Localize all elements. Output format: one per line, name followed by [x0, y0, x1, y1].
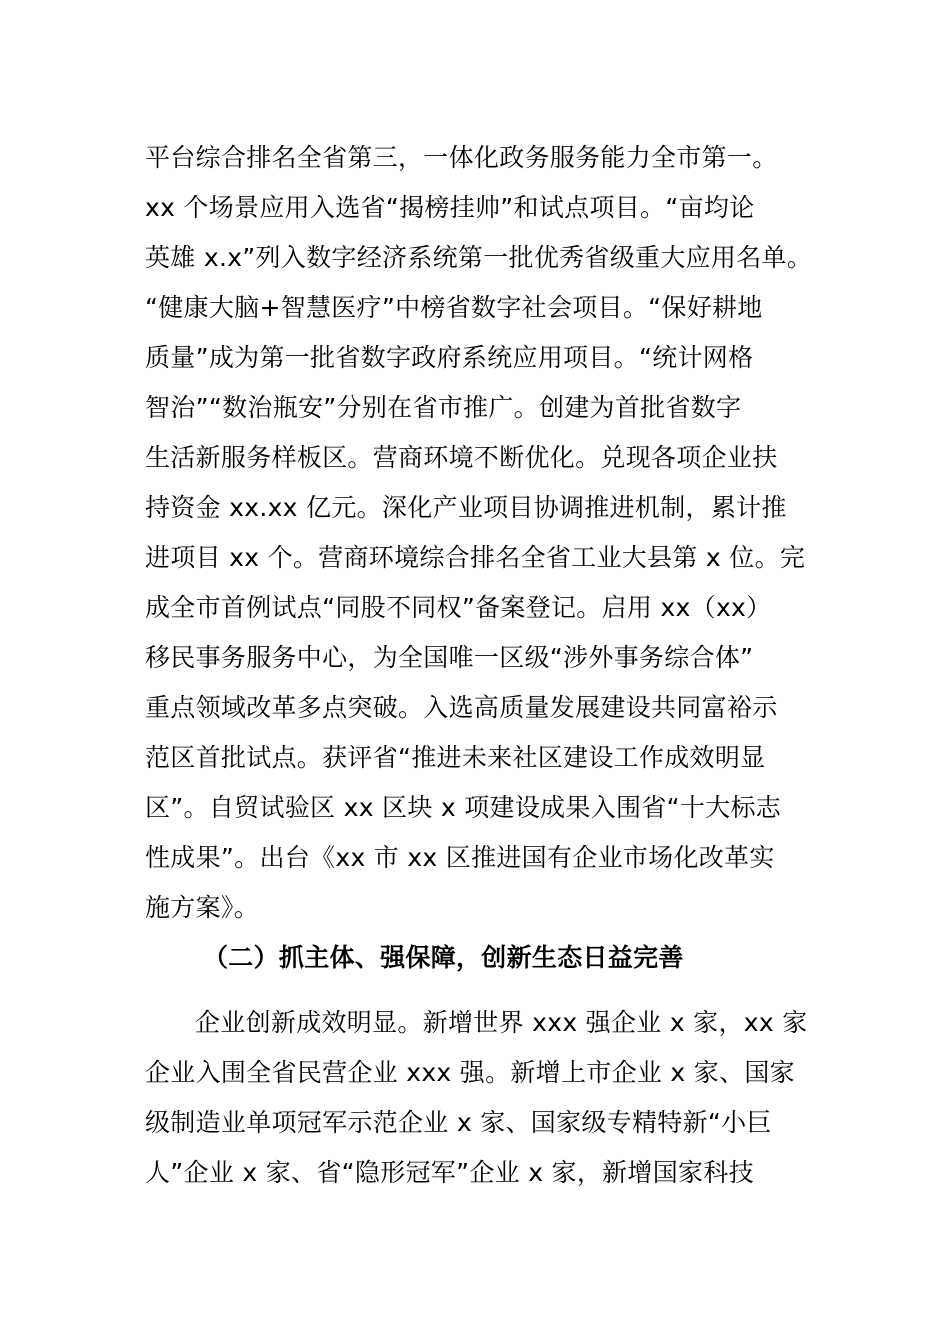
paragraph-line: 英雄 x.x”列入数字经济系统第一批优秀省级重大应用名单。	[145, 243, 813, 272]
paragraph-line: 成全市首例试点“同股不同权”备案登记。启用 xx（xx）	[145, 593, 772, 622]
paragraph-line: xx 个场景应用入选省“揭榜挂帅”和试点项目。“亩均论	[145, 193, 755, 222]
paragraph-line: 生活新服务样板区。营商环境不断优化。兑现各项企业扶	[145, 443, 778, 472]
paragraph-line: 智治”“数治瓶安”分别在省市推广。创建为首批省数字	[145, 393, 742, 422]
paragraph-line: 质量”成为第一批省数字政府系统应用项目。“统计网格	[145, 343, 754, 372]
paragraph-line: 性成果”。出台《xx 市 xx 区推进国有企业市场化改革实	[145, 843, 775, 872]
section-heading: （二）抓主体、强保障，创新生态日益完善	[203, 943, 684, 972]
paragraph-line: 持资金 xx.xx 亿元。深化产业项目协调推进机制，累计推	[145, 493, 787, 522]
paragraph-line: 区”。自贸试验区 xx 区块 x 项建设成果入围省“十大标志	[145, 793, 782, 822]
paragraph-line: 企业入围全省民营企业 xxx 强。新增上市企业 x 家、国家	[145, 1058, 795, 1087]
paragraph-line: 移民事务服务中心，为全国唯一区级“涉外事务综合体”	[145, 643, 754, 672]
paragraph-line: 进项目 xx 个。营商环境综合排名全省工业大县第 x 位。完	[145, 543, 806, 572]
paragraph-line: 平台综合排名全省第三，一体化政务服务能力全市第一。	[145, 143, 778, 172]
paragraph-line: 范区首批试点。获评省“推进未来社区建设工作成效明显	[145, 743, 766, 772]
paragraph-line: 施方案》。	[145, 893, 260, 922]
paragraph-line: “健康大脑+智慧医疗”中榜省数字社会项目。“保好耕地	[145, 293, 763, 322]
paragraph-line: 人”企业 x 家、省“隐形冠军”企业 x 家，新增国家科技	[145, 1158, 754, 1187]
paragraph-line: 企业创新成效明显。新增世界 xxx 强企业 x 家，xx 家	[195, 1008, 808, 1037]
paragraph-line: 重点领域改革多点突破。入选高质量发展建设共同富裕示	[145, 693, 778, 722]
paragraph-line: 级制造业单项冠军示范企业 x 家、国家级专精特新“小巨	[145, 1108, 772, 1137]
